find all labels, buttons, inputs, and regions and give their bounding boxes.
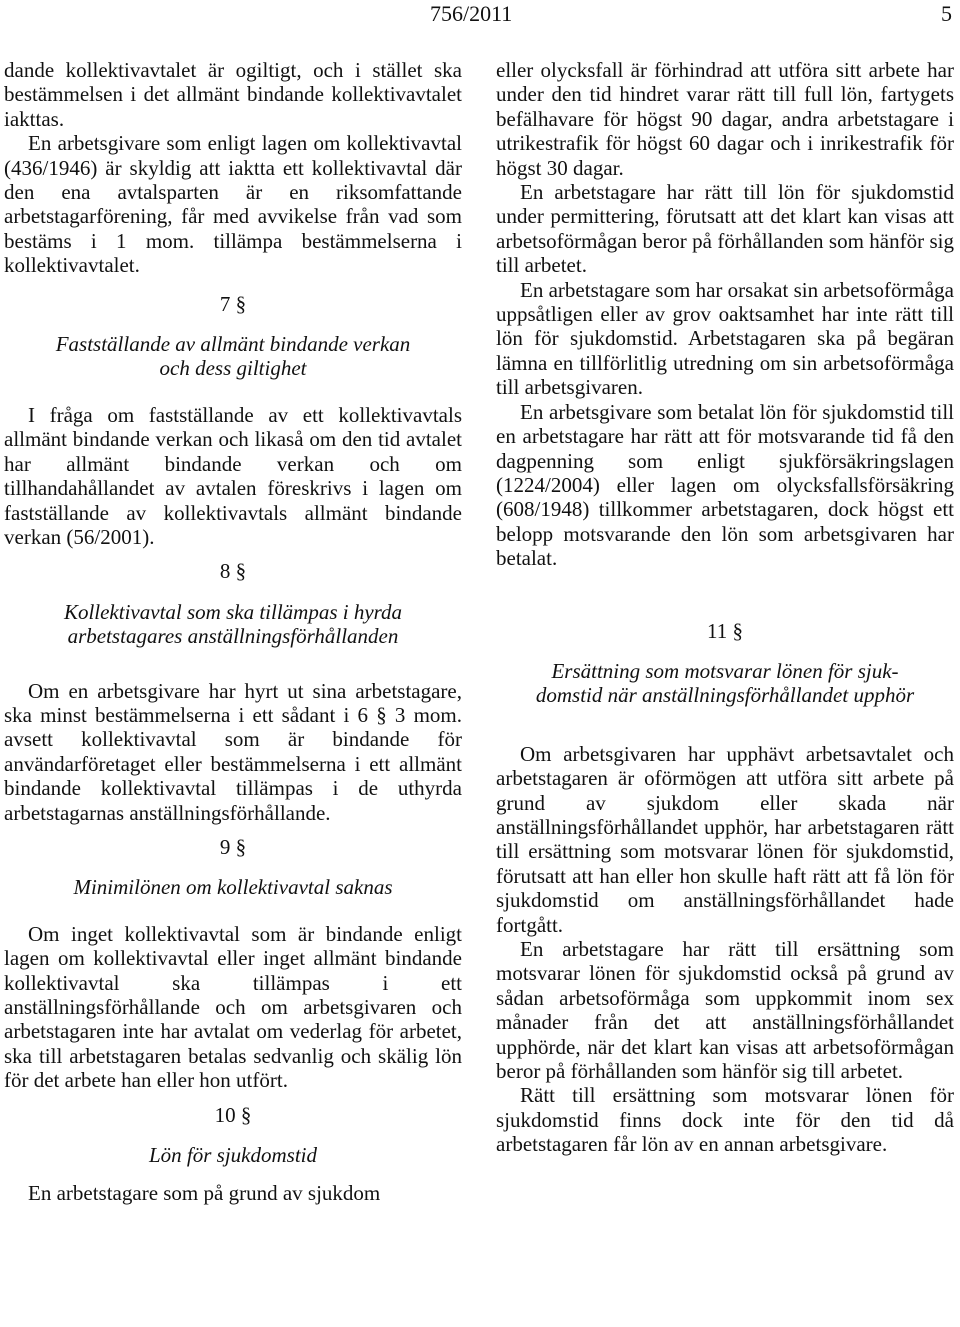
right-column [496, 58, 954, 1157]
section-9-number: 9 § [219, 834, 247, 859]
paragraph-continuation: eller olycksfall är förhindrad att utföra sitt arbete har under den tid hindret varar rätt till full lön, fartygets befälhavare för högst 90 dagar, andra arbetstagare i utrikestrafik för högst 60 dagar och i inrikestrafik för högst 30 dagar. [496, 58, 954, 180]
paragraph-continuation: dande kollektivavtalet är ogiltigt, och i stället ska bestämmelsen i det allmänt bindande kollektivavtalet iakttas. [4, 58, 462, 131]
section-9-text: Om inget kollektivavtal som är bindande enligt lagen om kollektivavtal eller inget allmänt bindande kollektivavtal ska tillämpas i ett anställningsförhållande och om arbetsgivaren och arbetstagaren inte har avtalat om vederlag för arbetet, ska till arbetstagaren betalas sedvanlig och skälig lön för det arbete han eller hon utfört. [4, 921, 462, 1093]
paragraph: En arbetstagare har rätt till lön för sjukdomstid under permittering, förutsatt att det klart kan visas att arbetsoförmågan beror på förhållanden som hänför sig till arbetet. [496, 180, 954, 278]
section-10-number: 10 § [214, 1102, 252, 1127]
paragraph: En arbetsgivare som enligt lagen om kollektivavtal (436/1946) är skyldig att iaktta ett kollektivavtal där den ena avtalsparten är en riksomfattande arbetstagarförening, får med avvikelse från vad som bestäms i 1 mom. tillämpa bestämmelserna i kollektivavtalet. [4, 131, 462, 278]
section-8-text: Om en arbetsgivare har hyrt ut sina arbetstagare, ska minst bestämmelserna i ett sådant i 6 § 3 mom. avsett kollektivavtal som är bindande för användarföretaget eller bestämmelserna i ett allmänt bindande kollektivavtal tillämpas i de uthyrda arbetstagarnas anställningsförhållande. [4, 678, 462, 825]
section-7-title [4, 332, 462, 381]
paragraph: En arbetstagare har rätt till ersättning som motsvarar lönen för sjukdomstid också på grund av sådan arbetsoförmåga som uppkommit inom sex månader från det att anställningsförhållandet upphörde, när det klart kan visas att arbetsoförmågan beror på förhållanden som hänför sig till arbetet. [496, 937, 954, 1084]
section-8-title-line-2: arbetstagares anställningsförhållanden [67, 624, 399, 649]
section-11-title-line-1: Ersättning som motsvarar lönen för sjuk- [551, 658, 899, 683]
section-10-title: Lön för sjukdomstid [148, 1143, 318, 1168]
paragraph: En arbetstagare som har orsakat sin arbetsoförmåga uppsåtligen eller av grov oaktsamhet har inte rätt till lön för sjukdomstid. Arbetstagaren ska på begäran lämna en tillförlitlig utredning om sin arbetsoförmåga till arbetsgivaren. [496, 277, 954, 400]
section-7-number: 7 § [219, 291, 247, 316]
section-10-text: En arbetstagare som på grund av sjukdom [28, 1181, 381, 1206]
paragraph: Rätt till ersättning som motsvarar lönen för sjukdomstid finns dock inte för den tid då arbetstagaren får lön av en annan arbetsgivare. [496, 1083, 954, 1157]
section-7-title-line-2: och dess giltighet [159, 356, 307, 381]
paragraph: En arbetsgivare som betalat lön för sjukdomstid till en arbetstagare har rätt att för motsvarande tid få den dagpenning som enligt sjukförsäkringslagen (1224/2004) eller lagen om olycksfallsförsäkring (608/1948) tillkommer arbetstagaren, dock högst ett belopp motsvarande den lön som arbetsgivaren har betalat. [496, 399, 954, 571]
section-11-title [496, 659, 954, 708]
left-column [4, 58, 462, 1206]
page-number: 5 [941, 1, 952, 26]
section-7-title-line-1: Fastställande av allmänt bindande verkan [55, 332, 411, 357]
section-8-number: 8 § [219, 559, 247, 584]
section-11-title-line-2: domstid när anställningsförhållandet upphör [535, 683, 915, 708]
section-8-title-line-1: Kollektivavtal som ska tillämpas i hyrda [63, 599, 403, 624]
section-9-title: Minimilönen om kollektivavtal saknas [73, 875, 393, 900]
section-8-title [4, 600, 462, 649]
statute-number: 756/2011 [430, 1, 513, 26]
section-11-number: 11 § [707, 618, 743, 643]
section-11-text: Om arbetsgivaren har upphävt arbetsavtalet och arbetstagaren är oförmögen att utföra sitt arbete på grund av sjukdom eller skada när anställningsförhållandet upphör, har arbetstagaren rätt till ersättning som motsvarar lönen för sjukdomstid, förutsatt att han eller hon skulle haft rätt att få lön för sjukdomstid om anställningsförhållandet hade fortgått. [496, 741, 954, 937]
section-7-text: I fråga om fastställande av ett kollektivavtals allmänt bindande verkan och likaså om den tid avtalet har allmänt bindande verkan och om tillhandahållandet av avtalen föreskrivs i lagen om fastställande av kollektivavtals allmänt bindande verkan (56/2001). [4, 402, 462, 549]
